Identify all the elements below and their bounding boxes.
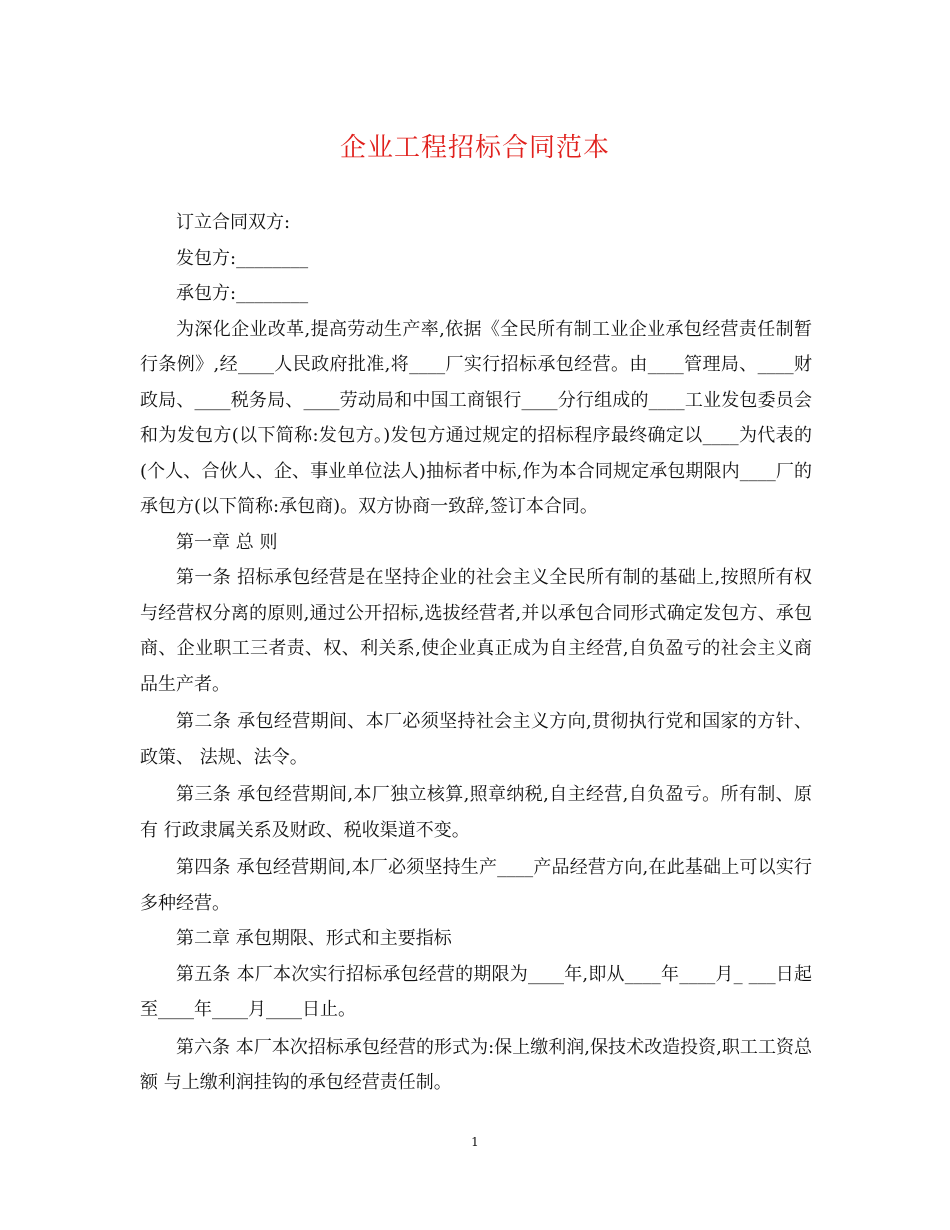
article-3: 第三条 承包经营期间,本厂独立核算,照章纳税,自主经营,自负盈亏。所有制、原有 行政隶属关系及财政、税收渠道不变。 <box>140 784 812 841</box>
page-number: 1 <box>471 1135 479 1149</box>
article-1: 第一条 招标承包经营是在坚持企业的社会主义全民所有制的基础上,按照所有权与经营权分离的原则,通过公开招标,选拔经营者,并以承包合同形式确定发包方、承包商、企业职工三者责、权、利关系,使企业真正成为自主经营,自负盈亏的社会主义商品生产者。 <box>140 567 812 695</box>
chapter-heading-2: 第二章 承包期限、形式和主要指标 <box>176 928 452 949</box>
article-2: 第二条 承包经营期间、本厂必须坚持社会主义方向,贯彻执行党和国家的方针、政策、 法规、法令。 <box>140 711 812 768</box>
paragraph-contractor: 承包方:________ <box>176 283 309 304</box>
paragraph-employer: 发包方:________ <box>176 247 309 269</box>
article-6: 第六条 本厂本次招标承包经营的形式为:保上缴利润,保技术改造投资,职工工资总额 与上缴利润挂钩的承包经营责任制。 <box>140 1036 812 1093</box>
document-body <box>140 205 812 1101</box>
paragraph-parties-heading: 订立合同双方: <box>176 212 291 233</box>
article-5: 第五条 本厂本次实行招标承包经营的期限为____年,即从____年____月_ ___日起至____年____月____日止。 <box>140 963 812 1020</box>
document-title: 企业工程招标合同范本 <box>339 133 610 163</box>
article-4: 第四条 承包经营期间,本厂必须坚持生产____产品经营方向,在此基础上可以实行 多种经营。 <box>140 857 812 914</box>
paragraph-preamble: 为深化企业改革,提高劳动生产率,依据《全民所有制工业企业承包经营责任制暂行条例》,经____人民政府批准,将____厂实行招标承包经营。由____管理局、____财政局、____税务局、____劳动局和中国工商银行____分行组成的____工业发包委员会和为发包方(以下简称:发包方。)发包方通过规定的招标程序最终确定以____为代表的(个人、合伙人、企、事业单位法人)抽标者中标,作为本合同规定承包期限内____厂的承包方(以下简称:承包商)。双方协商一致辞,签订本合同。 <box>140 318 812 517</box>
chapter-heading-1: 第一章 总 则 <box>176 531 278 553</box>
